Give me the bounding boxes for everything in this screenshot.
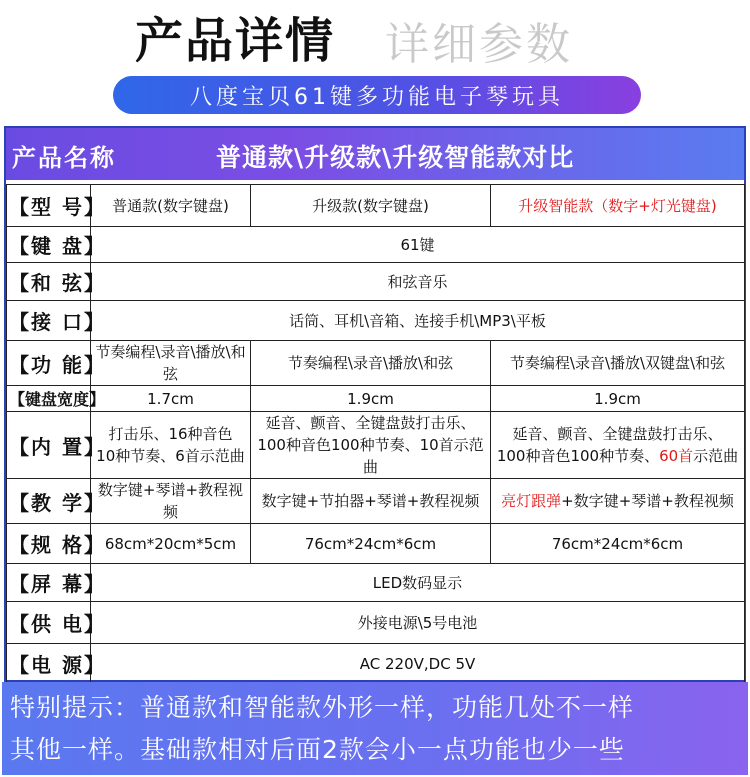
cell-line: 延音、颤音、全键盘鼓打击乐、: [512, 425, 723, 443]
table-row-keys: [7, 227, 745, 263]
notice-line-1: 特别提示：普通款和智能款外形一样，功能几处不一样: [10, 693, 635, 722]
header: [0, 0, 750, 70]
table-row-key-width: [7, 386, 745, 412]
cell: 68cm*20cm*5cm: [91, 524, 251, 564]
cell: 1.9cm: [491, 386, 745, 412]
cell: [91, 412, 251, 479]
notice-line-2: 其他一样。基础款相对后面2款会小一点功能也少一些: [10, 735, 625, 764]
cell: 数字键+节拍器+琴谱+教程视频: [251, 479, 491, 524]
row-label: 【电 源】: [7, 644, 91, 684]
cell-line: 打击乐、16种音色: [108, 425, 233, 443]
row-label: 【功 能】: [7, 341, 91, 386]
highlight-text: 60首: [659, 447, 694, 465]
table-row-size: [7, 524, 745, 564]
cell: 1.7cm: [91, 386, 251, 412]
highlight-text: 亮灯跟弹: [501, 492, 562, 510]
product-banner: 八度宝贝61键多功能电子琴玩具: [113, 76, 641, 114]
cell-text: +数字键+琴谱+教程视频: [561, 492, 734, 510]
header-comparison: 普通款\升级款\升级智能款对比: [216, 143, 575, 172]
row-label: 【规 格】: [7, 524, 91, 564]
cell: [251, 412, 491, 479]
table-row-power: [7, 644, 745, 684]
cell-line: 延音、颤音、全键盘鼓打击乐、: [265, 414, 476, 432]
cell-text: 100种音色100种节奏、: [496, 447, 660, 465]
cell: 76cm*24cm*6cm: [491, 524, 745, 564]
table-row-teaching: [7, 479, 745, 524]
spec-table: [6, 184, 745, 684]
row-label: 【型 号】: [7, 185, 91, 227]
cell: 1.9cm: [251, 386, 491, 412]
cell: 数字键+琴谱+教程视频: [91, 479, 251, 524]
page-title: 产品详情: [135, 13, 336, 69]
cell: 节奏编程\录音\播放\和弦: [91, 341, 251, 386]
table-row-chord: [7, 263, 745, 301]
row-label: 【屏 幕】: [7, 564, 91, 602]
cell: 话筒、耳机\音箱、连接手机\MP3\平板: [91, 301, 745, 341]
special-notice: [2, 682, 748, 775]
table-row-ports: [7, 301, 745, 341]
row-label: 【和 弦】: [7, 263, 91, 301]
cell: 61键: [91, 227, 745, 263]
cell: 升级智能款（数字+灯光键盘): [491, 185, 745, 227]
cell: 节奏编程\录音\播放\双键盘\和弦: [491, 341, 745, 386]
row-label: 【供 电】: [7, 602, 91, 644]
row-label: 【内 置】: [7, 412, 91, 479]
table-row-model: [7, 185, 745, 227]
cell: [491, 479, 745, 524]
cell-text: 示范曲: [693, 447, 739, 465]
cell: 节奏编程\录音\播放\和弦: [251, 341, 491, 386]
table-row-screen: [7, 564, 745, 602]
cell: [491, 412, 745, 479]
row-label: 【键盘宽度】: [7, 386, 91, 412]
row-label: 【接 口】: [7, 301, 91, 341]
table-row-builtin: [7, 412, 745, 479]
cell: 外接电源\5号电池: [91, 602, 745, 644]
cell: 76cm*24cm*6cm: [251, 524, 491, 564]
row-label: 【教 学】: [7, 479, 91, 524]
spec-table-header: [6, 128, 744, 180]
cell: 升级款(数字键盘): [251, 185, 491, 227]
cell-line: 10种节奏、6首示范曲: [96, 447, 245, 465]
cell: AC 220V,DC 5V: [91, 644, 745, 684]
table-row-supply: [7, 602, 745, 644]
cell: 普通款(数字键盘): [91, 185, 251, 227]
table-row-function: [7, 341, 745, 386]
cell-line: [491, 445, 744, 467]
cell-line: 100种音色100种节奏、10首示范曲: [257, 436, 484, 476]
cell: LED数码显示: [91, 564, 745, 602]
header-product-name: 产品名称: [12, 144, 116, 172]
row-label: 【键 盘】: [7, 227, 91, 263]
page-subtitle: 详细参数: [385, 19, 573, 70]
cell: 和弦音乐: [91, 263, 745, 301]
